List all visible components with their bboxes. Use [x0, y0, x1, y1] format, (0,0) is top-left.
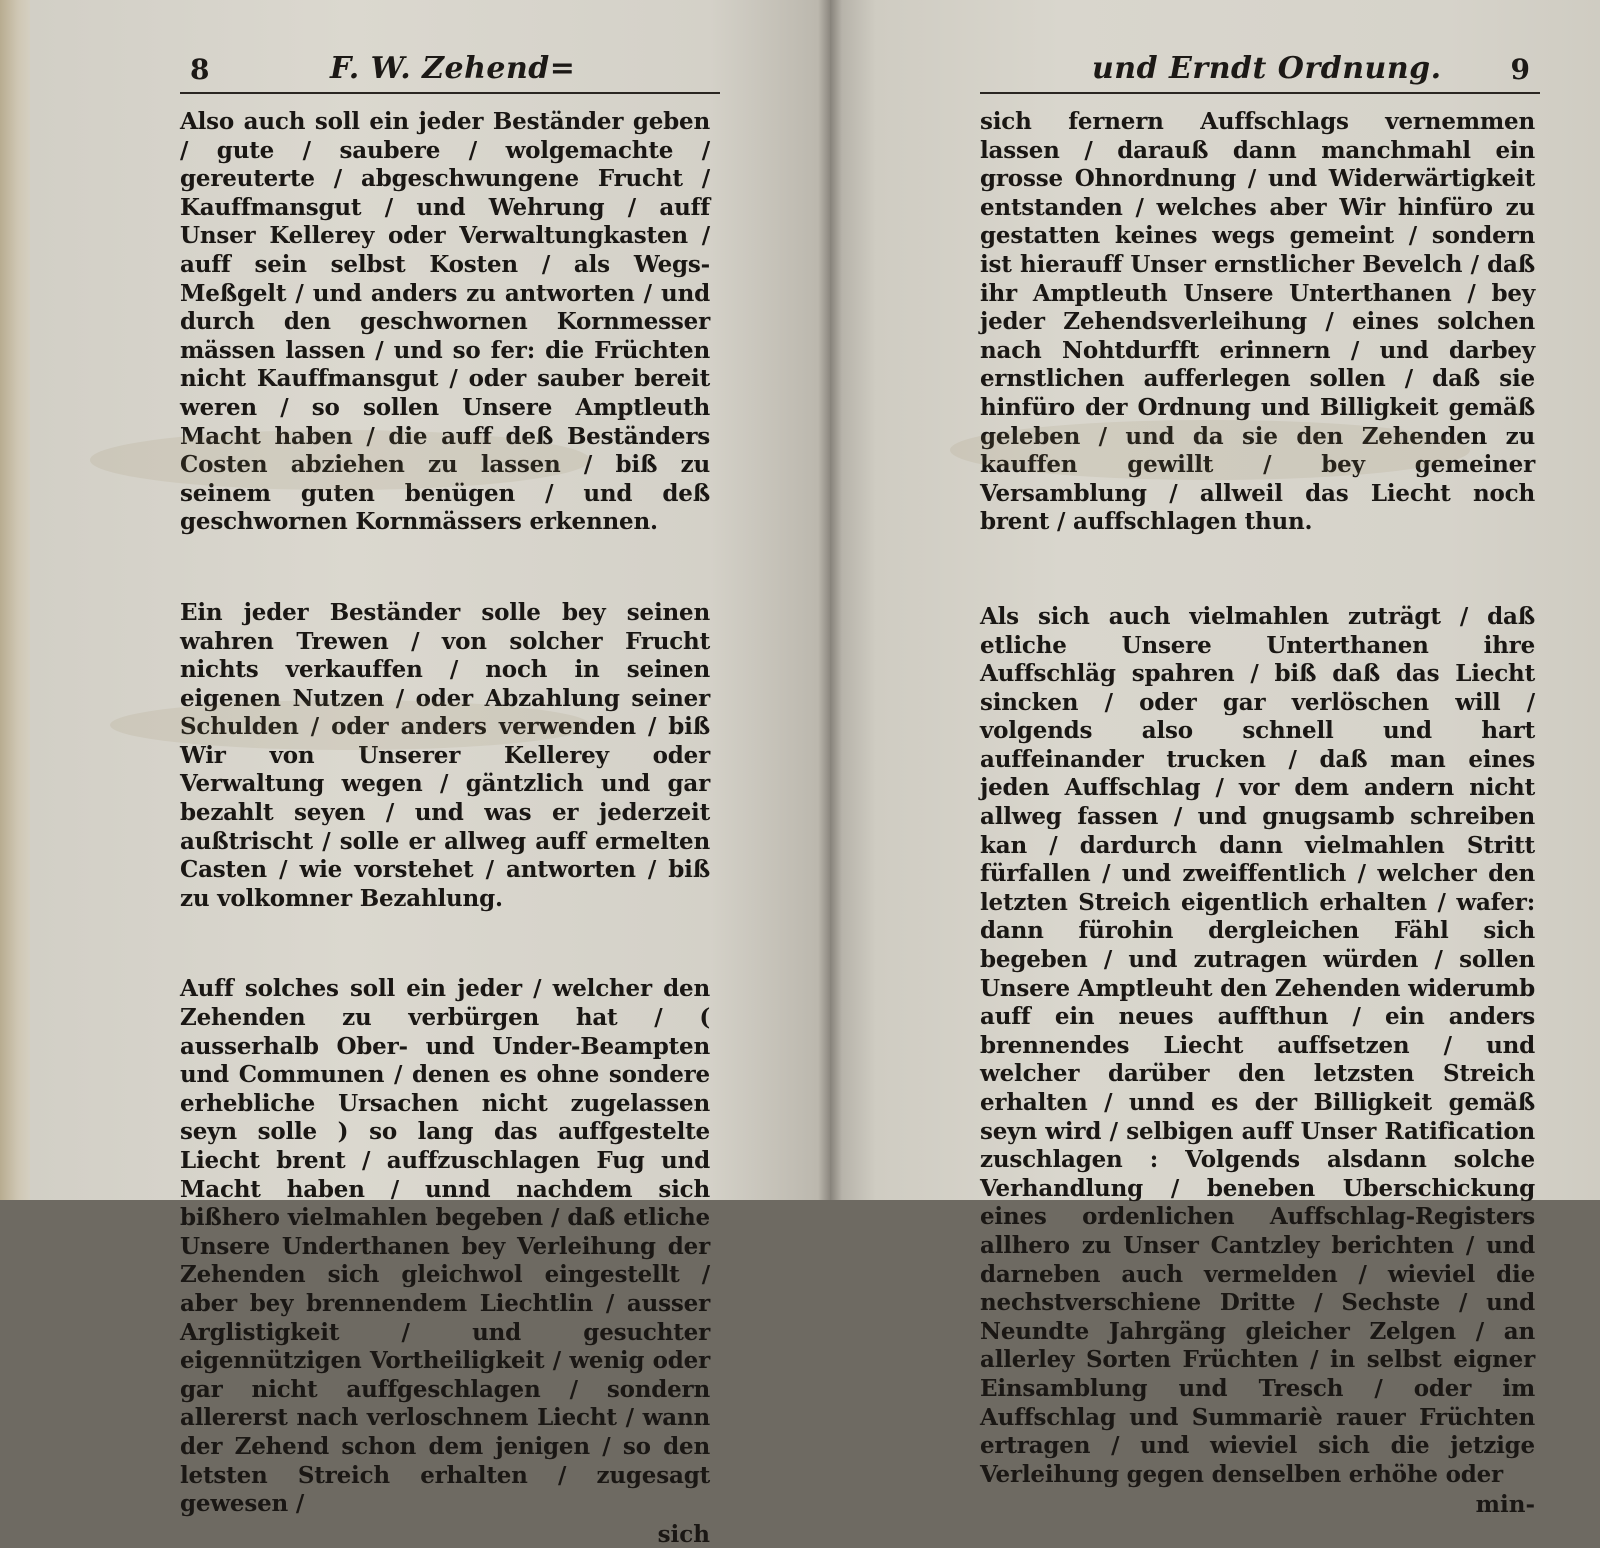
running-head: und Erndt Ordnung.	[1092, 51, 1442, 86]
paragraph-3: Auff solches soll ein jeder / welcher den Zehenden zu verbürgen hat / ( ausserhalb Ober- und Under-Beampten und Communen / denen es ohne sondere erhebliche Ursachen nicht zugelassen seyn solle ) so lang das auffgestelte Liecht brent / auffzuschlagen Fug und Macht haben / unnd nachdem sich bißhero vielmahlen begeben / daß etliche Unsere Underthanen bey Verleihung der Zehenden sich gleichwol eingestellt / aber bey brennendem Liechtlin / ausser Arglistigkeit / und gesuchter eigennützigen Vortheiligkeit / wenig oder gar nicht auffgeschlagen / sondern allererst nach verloschnem Liecht / wann der Zehend schon dem jenigen / so den letsten Streich erhalten / zugesagt gewesen /	[180, 975, 710, 1518]
paragraph-1: sich fernern Auffschlags vernemmen lassen / darauß dann manchmahl ein grosse Ohnordnung / und Widerwärtigkeit entstanden / welches aber Wir hinfüro zu gestatten keines wegs gemeint / sondern ist hierauff Unser ernstlicher Bevelch / daß ihr Amptleuth Unsere Unterthanen / bey jeder Zehendsverleihung / eines solchen nach Nohtdurfft erinnern / und darbey ernstlichen aufferlegen sollen / daß sie hinfüro der Ordnung und Billigkeit gemäß geleben / und da sie den Zehenden zu kauffen gewillt / bey gemeiner Versamblung / allweil das Liecht noch brent / auffschlagen thun.	[980, 108, 1535, 536]
paper-stain	[950, 420, 1470, 480]
left-page-header	[180, 40, 720, 94]
page-number: 9	[1510, 53, 1530, 86]
right-page-header	[980, 40, 1540, 94]
book-gutter	[818, 0, 842, 1200]
left-page	[30, 0, 830, 1548]
catchword: sich	[657, 1520, 710, 1548]
catchword: min-	[1475, 1491, 1535, 1519]
right-page	[830, 0, 1600, 1519]
running-head: F. W. Zehend=	[330, 51, 576, 86]
paragraph-2: Als sich auch vielmahlen zuträgt / daß etliche Unsere Unterthanen ihre Auffschläg spahren / biß daß das Liecht sincken / oder gar verlöschen will / volgends also schnell und hart auffeinander trucken / daß man eines jeden Auffschlag / vor dem andern nicht allweg fassen / und gnugsamb schreiben kan / dardurch dann vielmahlen Stritt fürfallen / und zweiffentlich / welcher den letzten Streich eigentlich erhalten / wafer: dann fürohin dergleichen Fähl sich begeben / und zutragen würden / sollen Unsere Amptleuht den Zehenden widerumb auff ein neues auffthun / ein anders brennendes Liecht auffsetzen / und welcher darüber den letzsten Streich erhalten / unnd es der Billigkeit gemäß seyn wird / selbigen auff Unser Ratification zuschlagen : Volgends alsdann solche Verhandlung / beneben Uberschickung eines ordenlichen Auffschlag-Registers allhero zu Unser Cantzley berichten / und darneben auch vermelden / wieviel die nechstverschiene Dritte / Sechste / und Neundte Jahrgäng gleicher Zelgen / an allerley Sorten Früchten / in selbst eigner Einsamblung und Tresch / oder im Auffschlag und Summariè rauer Früchten ertragen / und wieviel sich die jetzige Verleihung gegen denselben erhöhe oder	[980, 602, 1535, 1488]
paper-stain	[90, 430, 590, 490]
paragraph-2: Ein jeder Beständer solle bey seinen wahren Trewen / von solcher Frucht nichts verkauffen / noch in seinen eigenen Nutzen / oder Abzahlung seiner Schulden / oder anders verwenden / biß Wir von Unserer Kellerey oder Verwaltung wegen / gäntzlich und gar bezahlt seyen / und was er jederzeit außtrischt / solle er allweg auff ermelten Casten / wie vorstehet / antworten / biß zu volkomner Bezahlung.	[180, 598, 710, 912]
paper-stain	[110, 700, 590, 750]
page-number: 8	[190, 53, 210, 86]
paragraph-1: Also auch soll ein jeder Beständer geben / gute / saubere / wolgemachte / gereuterte / abgeschwungene Frucht / Kauffmansgut / und Wehrung / auff Unser Kellerey oder Verwaltungkasten / auff sein selbst Kosten / als Wegs-Meßgelt / und anders zu antworten / und durch den geschwornen Kornmesser mässen lassen / und so fer: die Früchten nicht Kauffmansgut / oder sauber bereit weren / so sollen Unsere Amptleuth Macht haben / die auff deß Beständers Costen abziehen zu lassen / biß zu seinem guten benügen / und deß geschwornen Kornmässers erkennen.	[180, 108, 710, 536]
